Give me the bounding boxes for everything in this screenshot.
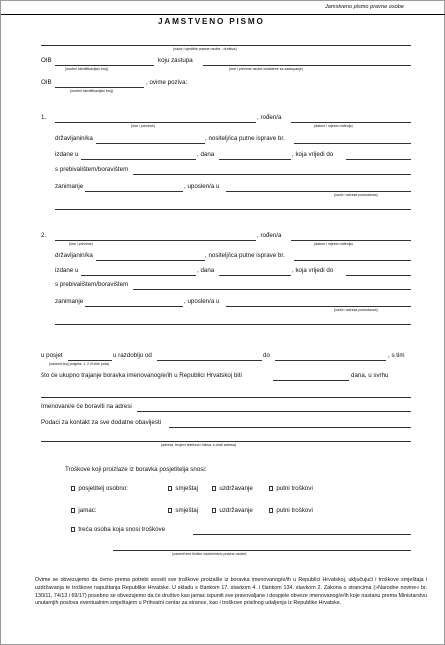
duration-field[interactable] [273,380,349,381]
visitor-travel-option[interactable]: putni troškovi [269,486,313,492]
person1-date-label: , dana [197,151,215,158]
person2-issued-label: izdane u [55,267,79,274]
address-label: Imenovani/e će boraviti na adresi [41,403,132,410]
person2-residence-field[interactable] [133,289,411,290]
person2-name-field[interactable] [55,240,256,241]
oib-label: OIB [41,57,52,64]
person2-employer-caption: (naziv i adresa poslodavca) [334,308,378,312]
checkbox-icon[interactable] [168,486,172,490]
person1-extra-field[interactable] [55,209,411,210]
checkbox-icon[interactable] [269,508,273,512]
person2-citizenship-field[interactable] [96,260,205,261]
period-label: u razdoblju od [113,352,152,359]
person1-valid-field[interactable] [346,159,411,160]
checkbox-icon[interactable] [71,486,75,490]
person2-residence-label: s prebivalištem/boravištem [55,281,129,288]
third-party-caption: (navesti ime fizičke osobe/naziv pravne osobe) [172,552,247,556]
company-oib-field[interactable] [55,65,154,66]
person1-employer-caption: (naziv i adresa poslodavca) [334,193,378,197]
person1-name-caption: (ime i prezime) [131,124,155,128]
person2-name-caption: (ime i prezime) [69,242,93,246]
person2-holder-label: , nositelj/ica putne isprave br. [205,252,285,259]
checkbox-icon[interactable] [269,486,273,490]
duration-text: što će ukupno trajanje boravka imenovanog/e/ih u Republici Hrvatskoj biti [41,372,242,379]
company-name-caption: (naziv i sjedište pravne osobe - društva) [173,47,237,51]
person1-issued-label: izdane u [55,151,79,158]
costs-intro: Troškove koji proizlaze iz boravka posjetitelja snosi: [65,466,207,473]
person1-employed-label: , uposlen/a u [184,183,220,190]
person1-born-label: , rođen/a [257,114,282,121]
stay-label: , s tim [388,352,405,359]
third-party-field-2[interactable] [113,550,411,551]
contact-field-2[interactable] [41,441,411,442]
top-rule [1,14,445,15]
person1-holder-label: , nositelj/ica putne isprave br. [205,135,285,142]
form-title: JAMSTVENO PISMO [158,17,265,26]
person2-occupation-field[interactable] [85,306,183,307]
purpose-label: dana, u svrhu [351,372,389,379]
person2-employer-field[interactable] [226,306,411,307]
visitor-maintenance-option[interactable]: uzdržavanje [212,486,253,492]
guarantor-maintenance-option[interactable]: uzdržavanje [212,508,253,514]
period-from-field[interactable] [157,360,262,361]
third-party-option[interactable]: treća osoba koja snosi troškove [71,527,165,533]
visitor-accommodation-option[interactable]: smještaj [168,486,198,492]
visit-count-caption: (navesti broj posjeta: 1, 2 ili više puta) [49,362,110,366]
person2-issued-place-field[interactable] [81,275,196,276]
checkbox-icon[interactable] [212,508,216,512]
period-to-label: do [263,352,270,359]
corner-note: Jamstveno pismo pravne osobe [325,4,404,10]
declaration-text: Ovime se obvezujemo da ćemo prema potrebi snositi sve troškove proizašle iz boravka imenovanog/e/ih u Republici Hrvatskoj, uključujući i troškove smještaja i uzdržavanja te troškove napuštanja Republike Hrvatske. U skladu s člankom 17. stavkom 4. i člankom 134. stavkom 2. Zakona o strancima (»Narodne novine« br. 130/11, 74/13 i 69/17) posebno se obvezujemo da će društvo kao jamac ispuniti sve pravovaljane i dospjele obveze imenovanog/e/ih koje nastanu prema Ministarstvu unutarnjih poslova eventualnim smještajem u Prihvatni centar za strance, kao i troškove prisilnog udaljenja iz Republike Hrvatske. [35,577,428,607]
contact-field[interactable] [169,427,411,428]
company-oib-caption: (osobni identifikacijski broj) [65,67,108,71]
person1-occupation-label: zanimanje [55,183,84,190]
checkbox-icon[interactable] [212,486,216,490]
person2-extra-field[interactable] [55,324,411,325]
guarantor-option[interactable]: jamac: [71,508,97,514]
person2-issued-date-field[interactable] [219,275,291,276]
person1-residence-field[interactable] [133,174,411,175]
guarantor-accommodation-option[interactable]: smještaj [168,508,198,514]
person2-date-label: , dana [197,267,215,274]
checkbox-icon[interactable] [168,508,172,512]
invites-label: , ovime poziva: [146,79,188,86]
person2-valid-field[interactable] [346,275,411,276]
person1-issued-date-field[interactable] [219,159,291,160]
person1-valid-label: , koja vrijedi do [292,151,334,158]
visit-count-field[interactable] [68,360,112,361]
person2-birth-caption: (datum i mjesto rođenja) [314,242,353,246]
visitor-self-option[interactable]: posjetitelj osobno: [71,486,128,492]
person2-employed-label: , uposlen/a u [184,298,220,305]
person1-birth-caption: (datum i mjesto rođenja) [314,124,353,128]
person1-birth-field[interactable] [291,122,411,123]
oib2-label: OIB [41,79,52,86]
checkbox-icon[interactable] [71,527,75,531]
person2-occupation-label: zanimanje [55,298,84,305]
person1-name-field[interactable] [55,122,256,123]
purpose-field[interactable] [41,397,411,398]
person2-born-label: , rođen/a [257,232,282,239]
person1-residence-label: s prebivalištem/boravištem [55,166,129,173]
person2-number: 2. [41,232,47,239]
representative-caption: (ime i prezime osobe ovlaštene za zastupanje) [229,67,304,71]
person2-birth-field[interactable] [291,240,411,241]
person1-citizenship-field[interactable] [96,143,205,144]
contact-caption: (adresa, brojevi telefona i faksa, e-mail adresa) [161,443,236,447]
address-field[interactable] [137,411,411,412]
represented-by-label: koju zastupa [158,57,193,64]
third-party-field[interactable] [193,534,411,535]
person1-citizen-label: državljanin/ka [55,135,93,142]
person2-passport-field[interactable] [294,260,411,261]
representative-oib-field[interactable] [55,87,144,88]
period-to-field[interactable] [275,360,386,361]
person1-issued-place-field[interactable] [81,159,196,160]
checkbox-icon[interactable] [71,508,75,512]
person1-number: 1. [41,114,47,121]
person2-valid-label: , koja vrijedi do [292,267,334,274]
contact-label: Podaci za kontakt za sve dodatne obavijesti [41,419,162,426]
company-name-field[interactable] [41,45,411,46]
person1-employer-field[interactable] [226,191,411,192]
person1-passport-field[interactable] [294,143,411,144]
representative-field[interactable] [203,65,411,66]
person2-citizen-label: državljanin/ka [55,252,93,259]
visit-label: u posjet [41,352,63,359]
representative-oib-caption: (osobni identifikacijski broj) [70,89,113,93]
person1-occupation-field[interactable] [85,191,183,192]
guarantor-travel-option[interactable]: putni troškovi [269,508,313,514]
